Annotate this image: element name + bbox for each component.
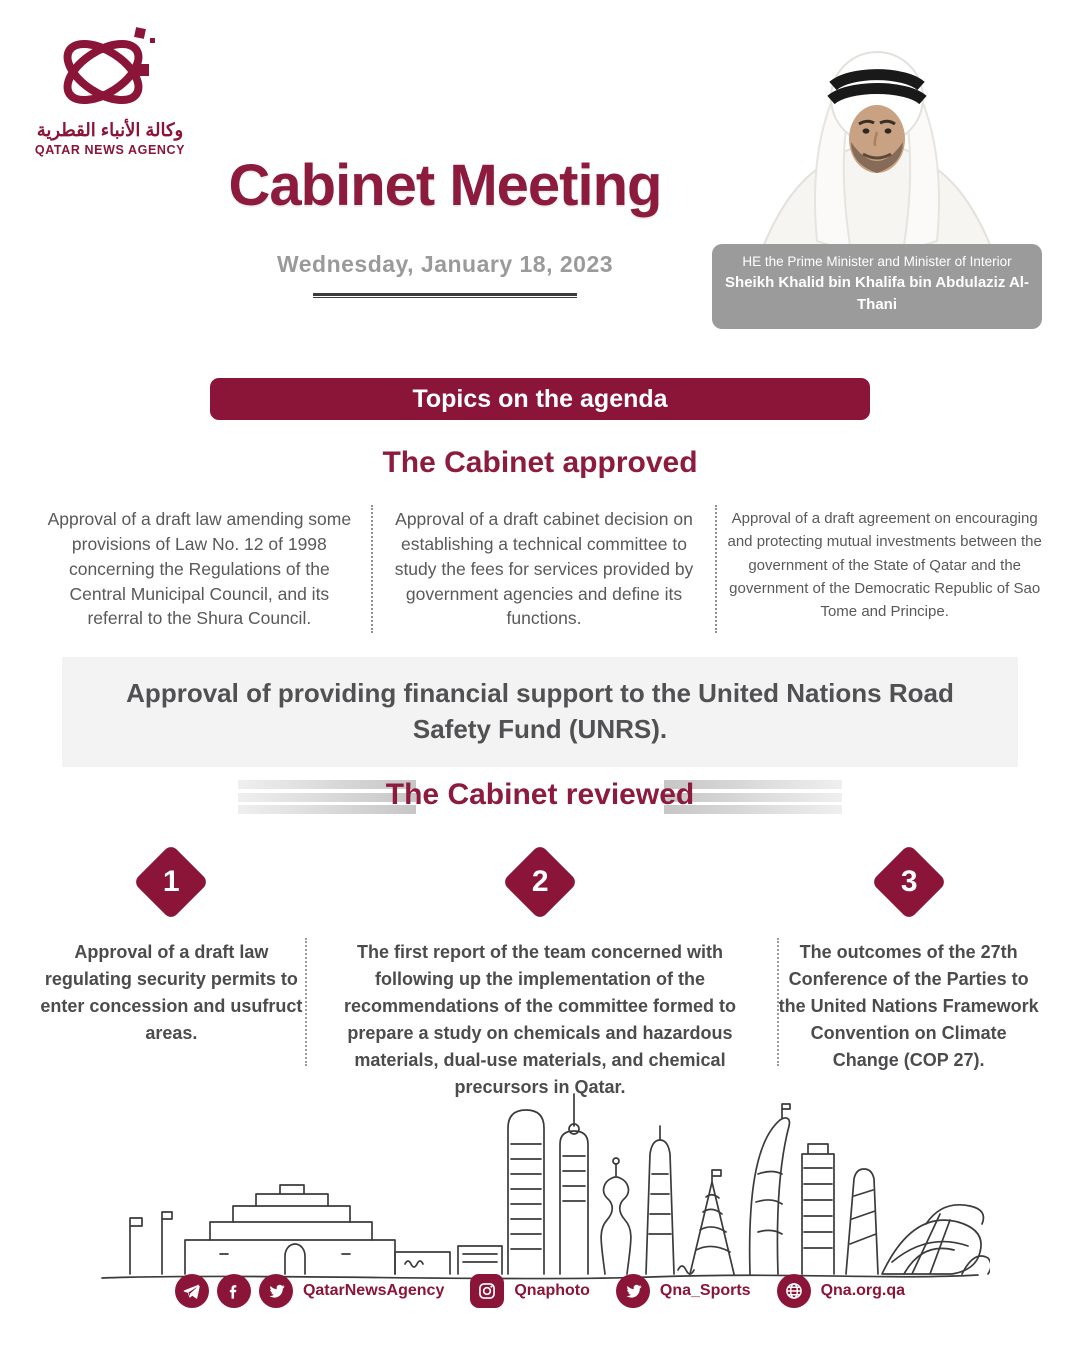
telegram-icon[interactable] <box>175 1274 209 1308</box>
official-photo-card <box>712 36 1042 329</box>
social-qna-sports[interactable] <box>616 1274 751 1308</box>
approved-item-1: Approval of a draft law amending some provisions of Law No. 12 of 1998 concerning the Regulations of the Central Municipal Council, and its referral to the Shura Council. <box>47 509 352 629</box>
official-name: Sheikh Khalid bin Khalifa bin Abdulaziz Al-Thani <box>725 274 1029 313</box>
twitter-icon[interactable] <box>616 1274 650 1308</box>
reviewed-heading-text: The Cabinet reviewed <box>385 778 695 811</box>
doha-skyline-sketch <box>90 1082 990 1290</box>
page-title: Cabinet Meeting <box>228 153 662 218</box>
dotted-divider-2 <box>777 938 779 1066</box>
reviewed-item-1 <box>28 843 315 1101</box>
brand-name-arabic: وكالة الأنباء القطرية <box>36 120 184 140</box>
social-website[interactable] <box>777 1274 905 1308</box>
social-qnaphoto[interactable] <box>470 1274 590 1308</box>
reviewed-text-3: The outcomes of the 27th Conference of the Parties to the United Nations Framework Convention on Climate Change (COP 27). <box>778 942 1039 1070</box>
date-underline <box>313 293 577 298</box>
meeting-date: Wednesday, January 18, 2023 <box>276 251 614 277</box>
footer-social-bar <box>0 1274 1080 1308</box>
reviewed-items-row <box>28 843 1052 1101</box>
official-portrait-image <box>712 36 1042 252</box>
diamond-number-3: 3 <box>900 865 917 898</box>
social-handle-label[interactable]: Qnaphoto <box>514 1282 590 1299</box>
social-handle-label[interactable]: QatarNewsAgency <box>302 1282 445 1299</box>
diamond-number-1: 1 <box>163 865 180 898</box>
title-block <box>135 152 755 298</box>
diamond-badge-3 <box>882 843 936 921</box>
social-qatarnewsagency[interactable] <box>175 1274 444 1308</box>
facebook-icon[interactable] <box>217 1274 251 1308</box>
diamond-badge-2 <box>513 843 567 921</box>
topics-banner: Topics on the agenda <box>210 378 870 420</box>
reviewed-item-2 <box>315 843 766 1101</box>
instagram-icon[interactable] <box>470 1274 504 1308</box>
twitter-icon[interactable] <box>259 1274 293 1308</box>
reviewed-text-2: The first report of the team concerned with following up the implementation of the recommendations of the committee formed to prepare a study on chemicals and hazardous materials, dual-use materials, and chemical precursors in Qatar. <box>343 942 737 1097</box>
approved-item-3: Approval of a draft agreement on encouraging and protecting mutual investments between the government of the State of Qatar and the government of the Democratic Republic of Sao Tome and Principe. <box>715 505 1052 633</box>
social-handle-label[interactable]: Qna.org.qa <box>820 1282 906 1299</box>
reviewed-item-3 <box>765 843 1052 1101</box>
portrait-illustration <box>747 36 1007 252</box>
dotted-divider-1 <box>305 938 307 1066</box>
official-role: HE the Prime Minister and Minister of Interior <box>742 254 1012 269</box>
social-handle-label[interactable]: Qna_Sports <box>659 1282 751 1299</box>
globe-icon[interactable] <box>777 1274 811 1308</box>
approved-heading: The Cabinet approved <box>382 446 698 479</box>
diamond-badge-1 <box>144 843 198 921</box>
approved-items-row <box>28 505 1052 633</box>
reviewed-text-1: Approval of a draft law regulating security permits to enter concession and usufruct areas. <box>40 942 303 1043</box>
approved-item-2: Approval of a draft cabinet decision on establishing a technical committee to study the fees for services provided by government agencies and define its functions. <box>371 505 716 633</box>
reviewed-heading <box>0 773 1080 817</box>
diamond-number-2: 2 <box>531 865 549 898</box>
brand-name-english: QATAR NEWS AGENCY <box>34 143 186 157</box>
photo-caption <box>712 244 1042 329</box>
qna-logo <box>30 22 190 157</box>
highlight-banner: Approval of providing financial support to the United Nations Road Safety Fund (UNRS). <box>62 657 1018 767</box>
qna-logo-icon <box>51 22 169 118</box>
